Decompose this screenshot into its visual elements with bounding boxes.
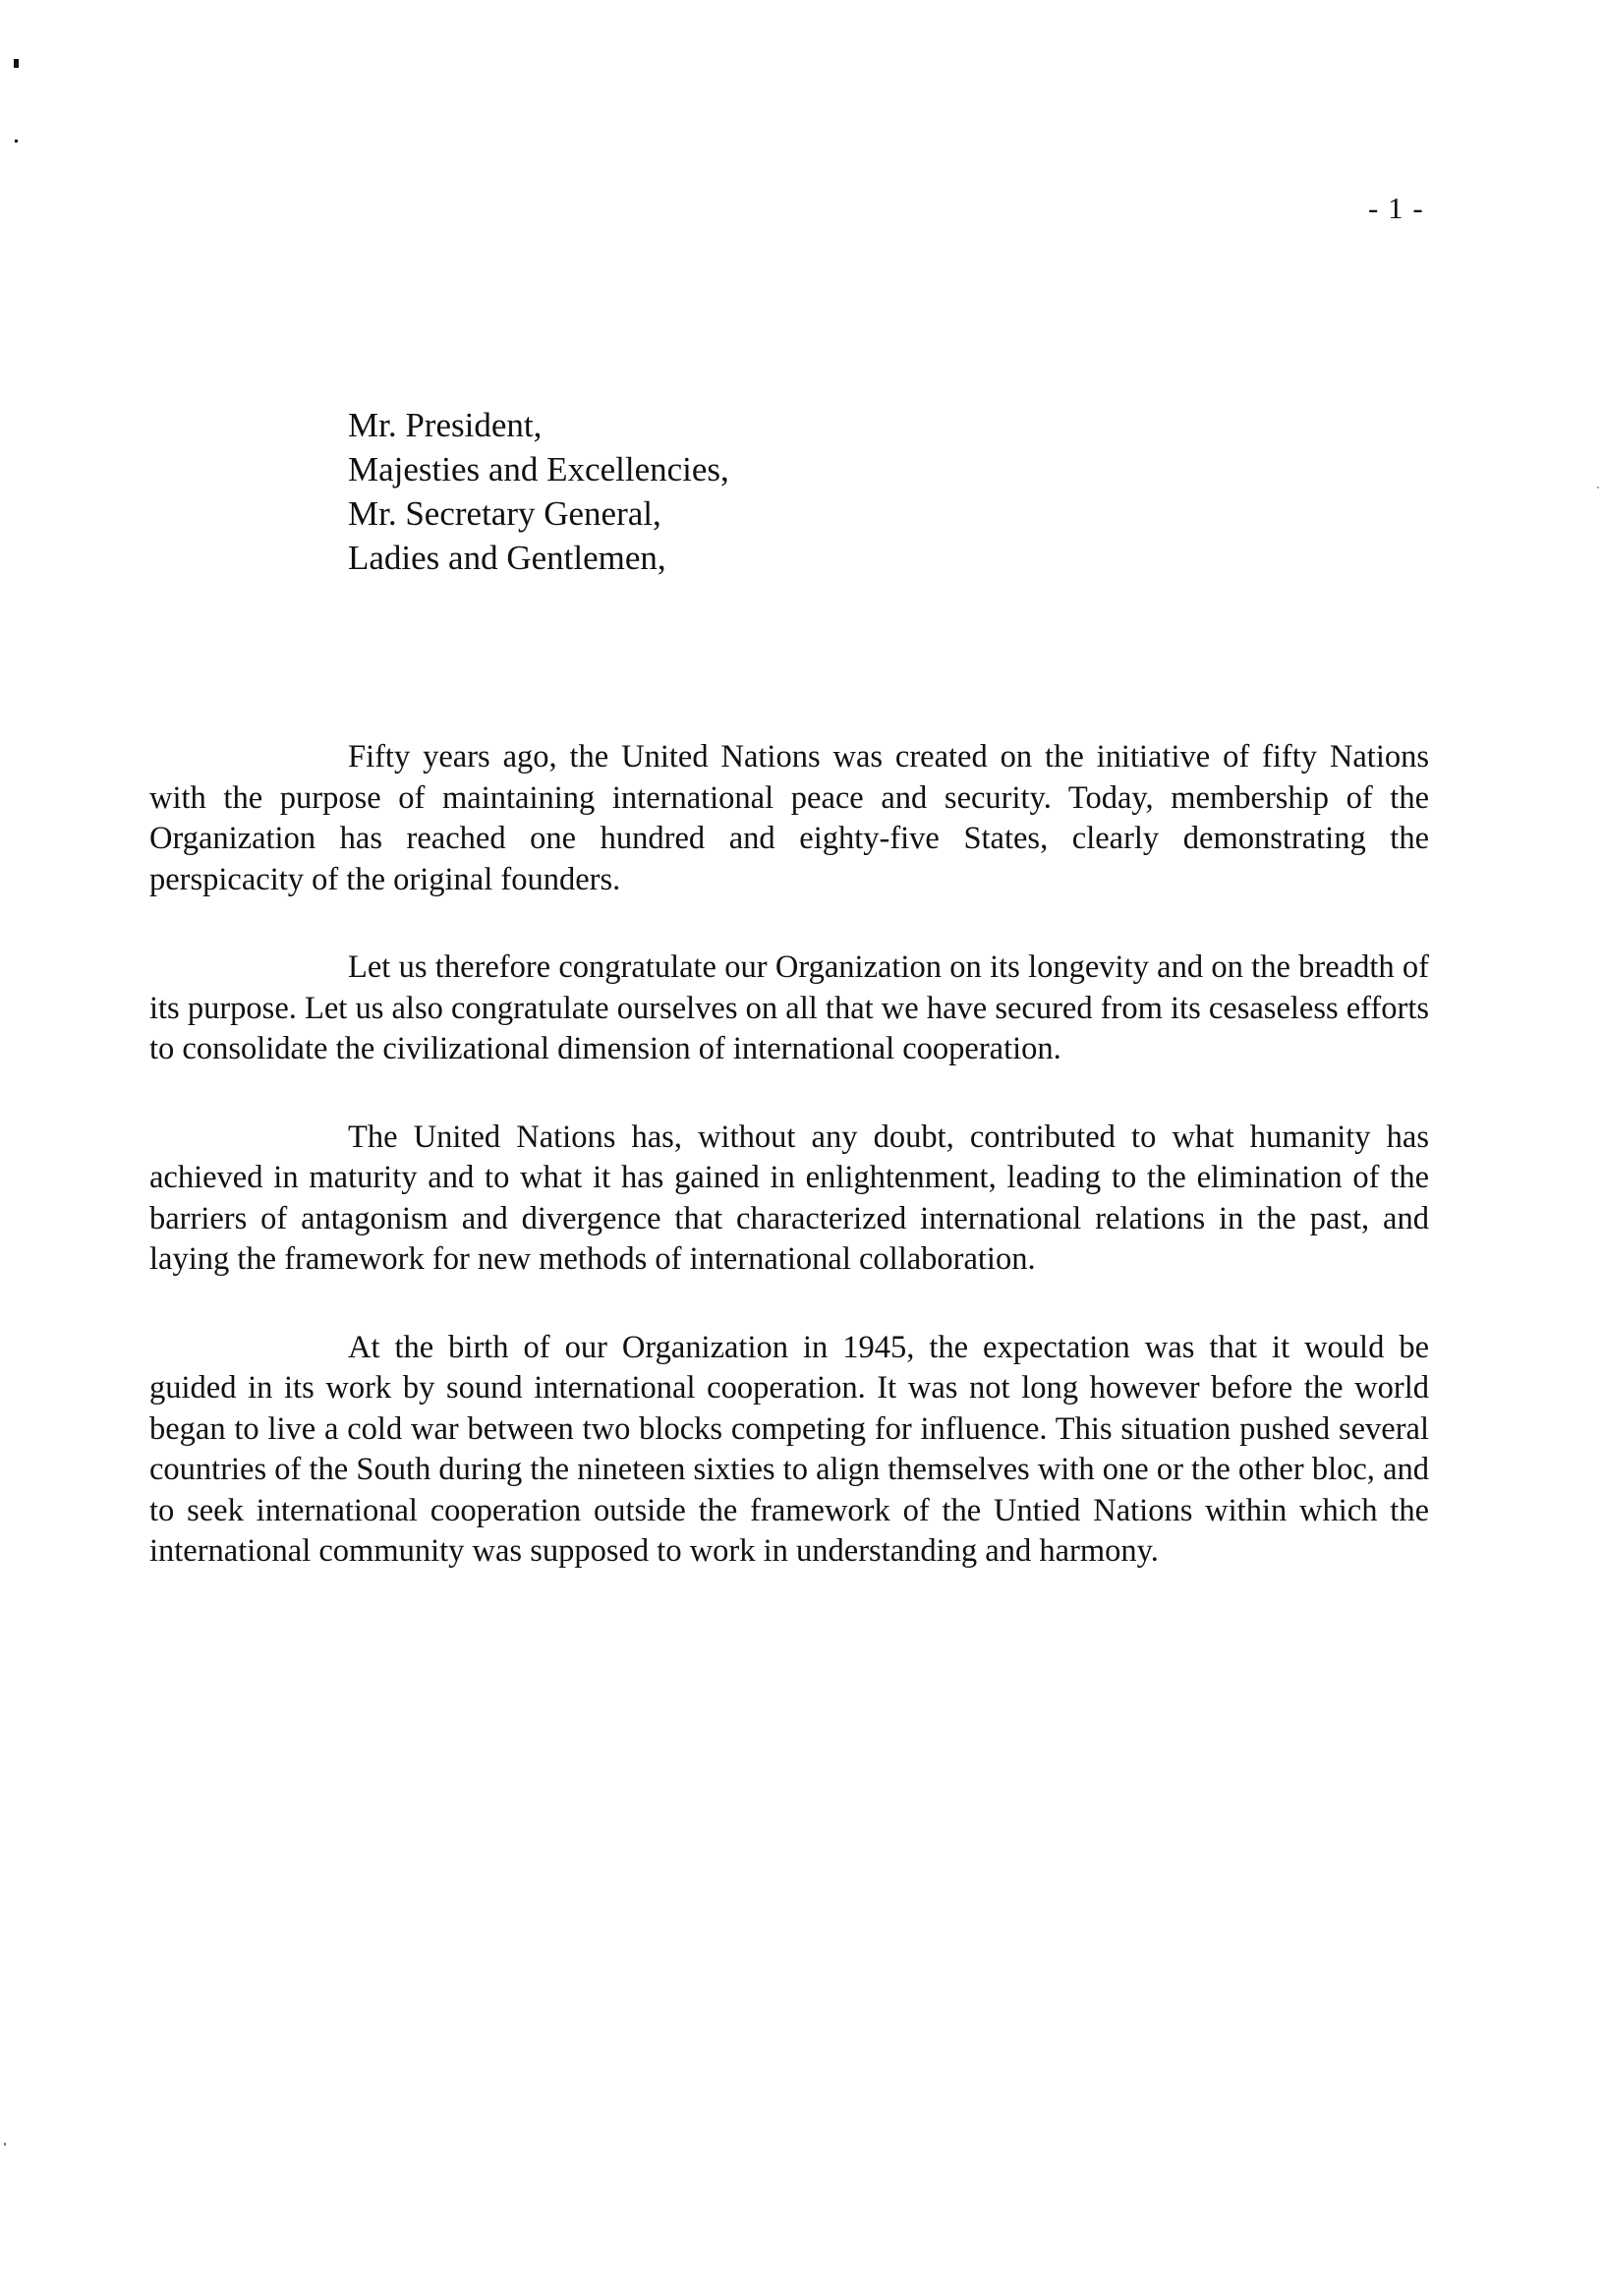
scan-speck (14, 59, 19, 68)
salutation-line: Mr. President, (348, 406, 543, 444)
salutation-line: Ladies and Gentlemen, (348, 539, 666, 577)
paragraph: At the birth of our Organization in 1945, the expectation was that it would be guided in its work by sound international cooperation. It was not long however before the world began to live a cold war between two blocks competing for influence. This situation pushed several countries of the South during the nineteen sixties to align themselves with one or the other bloc, and to seek international cooperation outside the framework of the Untied Nations within which the international community was supposed to work in understanding and harmony. (149, 1329, 1429, 1569)
paragraph: Fifty years ago, the United Nations was created on the initiative of fifty Nations with the purpose of maintaining international peace and security. Today, membership of the Organization has reached one hundred and eighty-five States, clearly demonstrating the perspicacity of the original founders. (149, 739, 1429, 897)
speech-body (149, 737, 1429, 1620)
scan-speck (4, 2143, 6, 2146)
page-number: - 1 - (1368, 191, 1424, 225)
scan-speck (1597, 487, 1599, 488)
paragraph: The United Nations has, without any doubt, contributed to what humanity has achieved in maturity and to what it has gained in enlightenment, leading to the elimination of the barriers of antagonism and divergence that characterized international relations in the past, and laying the framework for new methods of international collaboration. (149, 1119, 1429, 1277)
salutation-line: Mr. Secretary General, (348, 494, 661, 533)
scan-speck (15, 140, 18, 143)
salutation-line: Majesties and Excellencies, (348, 450, 729, 488)
salutation-block (348, 403, 729, 580)
paragraph: Let us therefore congratulate our Organization on its longevity and on the breadth of its purpose. Let us also congratulate ourselves on all that we have secured from its cesaseless efforts to consolidate the civilizational dimension of international cooperation. (149, 949, 1429, 1066)
